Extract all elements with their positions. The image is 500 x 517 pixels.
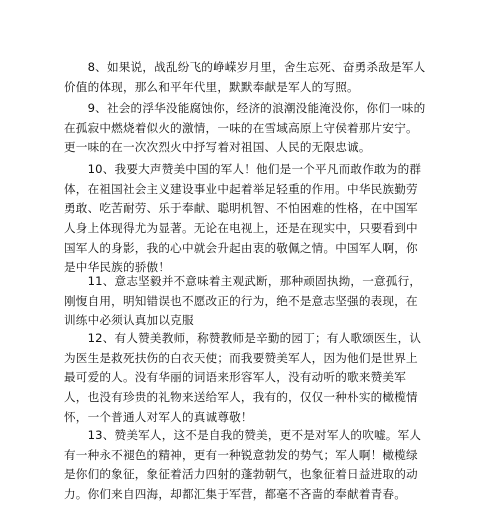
text-line: 国军人的身影，我的心中就会升起由衷的敬佩之情。中国军人啊，你 [64,240,418,255]
text-line: 9、社会的浮华没能腐蚀你，经济的浪潮没能淹没你，你们一味的 [64,101,426,115]
paragraph-11 [64,272,444,331]
text-line: 有一种永不褪色的精神，更有一种锐意勃发的势气；军人啊！橄榄绿 [64,447,418,462]
text-line: 勇敢、吃苦耐劳、乐于奉献、聪明机智、不怕困难的性格，在中国军 [64,201,418,216]
text-line: 人身上体现得尤为显著。无论在电视上，还是在现实中，只要看到中 [64,221,418,236]
text-line: 11、意志坚毅并不意味着主观武断，那种顽固执拗，一意孤行， [64,274,422,288]
paragraph-12 [64,329,444,427]
text-line: 更一味的在一次次烈火中抒写着对祖国、人民的无限忠诚。 [64,140,371,155]
paragraph-9 [64,99,444,158]
text-line: 刚愎自用，明知错误也不愿改正的行为，绝不是意志坚强的表现，在 [64,293,418,308]
text-line: 为医生是救死扶伤的白衣天使；而我要赞美军人，因为他们是世界上 [64,350,418,365]
text-line: 13、赞美军人，这不是自我的赞美，更不是对军人的吹嘘。军人 [64,428,422,442]
text-line: 最可爱的人。没有华丽的词语来形容军人，没有动听的歌来赞美军 [64,370,407,385]
text-line: 8、如果说，战乱纷飞的峥嵘岁月里，舍生忘死、奋勇杀敌是军人 [64,60,426,74]
text-line: 力。你们来自四海，却都汇集于军营，都毫不吝啬的奉献着青春。 [64,487,407,502]
text-line: 在孤寂中燃烧着似火的激情，一味的在雪域高原上守侯着那片安宁。 [64,120,418,135]
text-line: 价值的体现，那么和平年代里，默默奉献是军人的写照。 [64,79,359,94]
text-line: 12、有人赞美教师，称赞教师是辛勤的园丁；有人歌颂医生，认 [64,331,422,345]
text-line: 人，也没有珍贵的礼物来送给军人，我有的，仅仅一种朴实的橄榄情 [64,390,418,405]
text-line: 体，在祖国社会主义建设事业中起着举足轻重的作用。中华民族勤劳 [64,181,418,196]
text-line: 怀，一个普通人对军人的真诚尊敬！ [64,409,253,424]
text-line: 10、我要大声赞美中国的军人！他们是一个平凡而敢作敢为的群 [64,162,422,176]
text-line: 训练中必须认真加以克服 [64,313,194,328]
text-line: 是中华民族的骄傲！ [64,260,171,275]
text-line: 是你们的象征，象征着活力四射的蓬勃朝气，也象征着日益进取的动 [64,467,418,482]
paragraph-10 [64,160,444,278]
paragraph-13 [64,426,444,505]
paragraph-8 [64,58,444,97]
